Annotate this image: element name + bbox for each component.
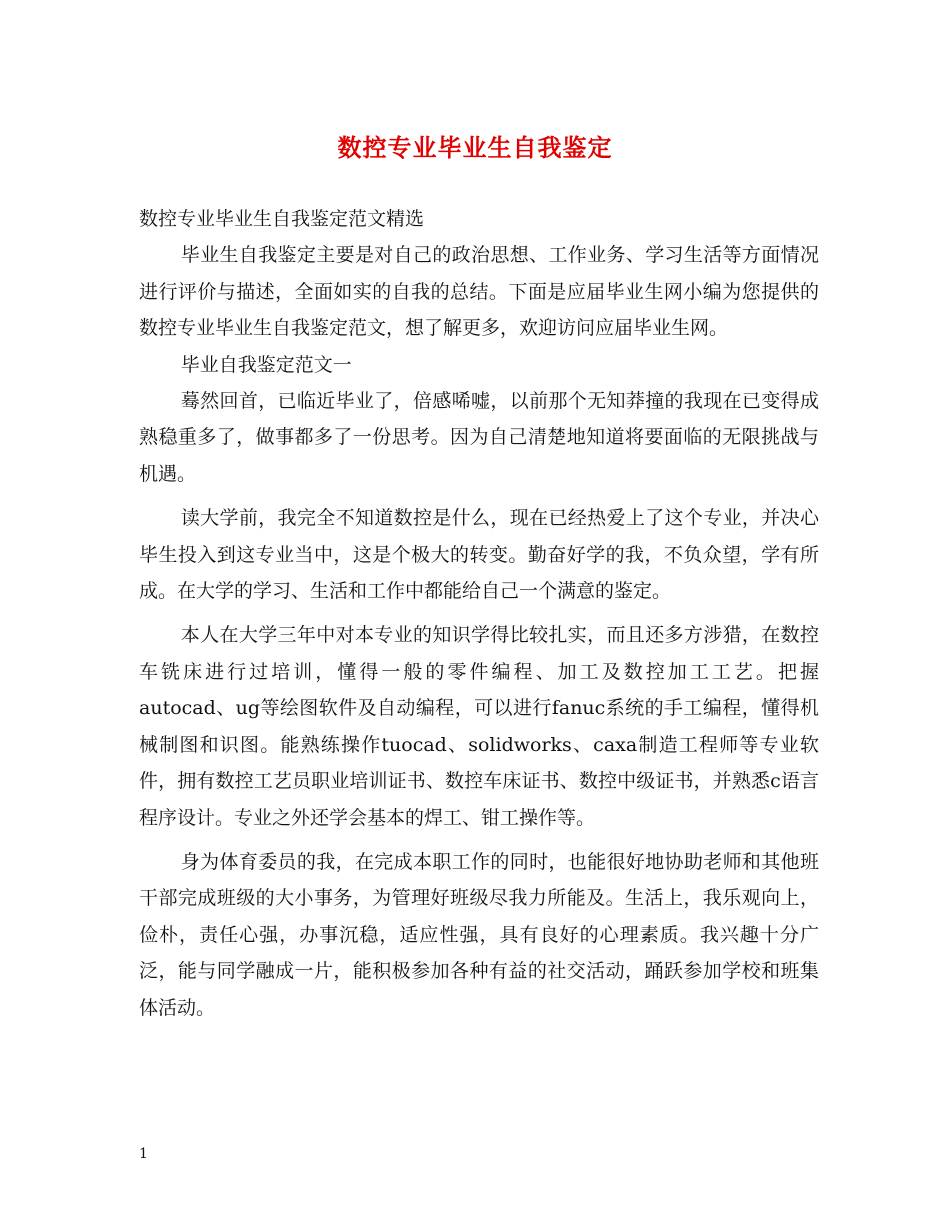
subtitle-paragraph: 数控专业毕业生自我鉴定范文精选 (139, 208, 425, 230)
body-paragraph: 身为体育委员的我，在完成本职工作的同时，也能很好地协助老师和其他班干部完成班级的大小事务，为管理好班级尽我力所能及。生活上，我乐观向上，俭朴，责任心强，办事沉稳，适应性强，具有良好的心理素质。我兴趣十分广泛，能与同学融成一片，能积极参加各种有益的社交活动，踊跃参加学校和班集体活动。 (139, 850, 819, 1019)
body-paragraph: 读大学前，我完全不知道数控是什么，现在已经热爱上了这个专业，并决心毕生投入到这专业当中，这是个极大的转变。勤奋好学的我，不负众望，学有所成。在大学的学习、生活和工作中都能给自己一个满意的鉴定。 (139, 507, 819, 603)
intro-paragraph: 毕业生自我鉴定主要是对自己的政治思想、工作业务、学习生活等方面情况进行评价与描述，全面如实的自我的总结。下面是应届毕业生网小编为您提供的数控专业毕业生自我鉴定范文，想了解更多，欢迎访问应届毕业生网。 (139, 244, 819, 340)
document-title: 数控专业毕业生自我鉴定 (337, 133, 613, 162)
body-paragraph: 蓦然回首，已临近毕业了，倍感唏嘘，以前那个无知莽撞的我现在已变得成熟稳重多了，做事都多了一份思考。因为自己清楚地知道将要面临的无限挑战与机遇。 (139, 390, 819, 485)
body-paragraph: 本人在大学三年中对本专业的知识学得比较扎实，而且还多方涉猎，在数控车铣床进行过培训，懂得一般的零件编程、加工及数控加工工艺。把握autocad、ug等绘图软件及自动编程，可以进行fanuc系统的手工编程，懂得机械制图和识图。能熟练操作tuocad、solidworks、caxa制造工程师等专业软件，拥有数控工艺员职业培训证书、数控车床证书、数控中级证书，并熟悉c语言程序设计。专业之外还学会基本的焊工、钳工操作等。 (139, 624, 819, 829)
page-number: 1 (139, 1146, 148, 1162)
document-body (139, 201, 819, 1026)
section-heading: 毕业自我鉴定范文一 (180, 353, 352, 376)
